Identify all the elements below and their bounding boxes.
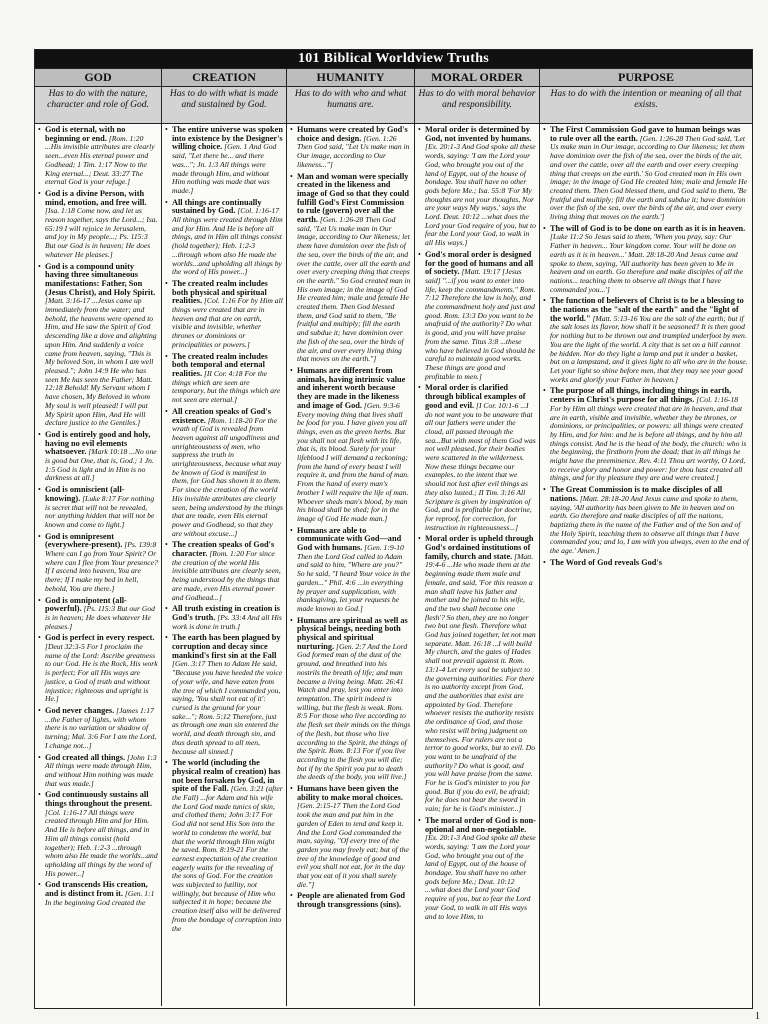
- scripture-reference: [Matt. 3:16-17 ...Jesus came up immediately from the water; and behold, the heavens were opened to Him, and He saw the Spirit of God descending like a dove and alighting upon Him. And suddenly a voice came from heaven, saying, "This is My beloved Son, in whom I am well pleased."; John 14:9 He who has seen Me has seen the Father; Matt. 12:18 Behold! My Servant whom I have chosen, My Beloved in whom My soul is well pleased! I will put My Spirit upon Him, And He will declare justice to the Gentiles.]: [45, 296, 157, 428]
- worldview-table: [34, 49, 753, 1009]
- bullet-icon: •: [38, 125, 41, 134]
- scripture-reference: [Mark 10:18 ...No one is good but One, that is, God.; 1 Jn. 1:5 God is light and in Him is no darkness at all.]: [45, 447, 157, 483]
- bullet-icon: •: [290, 784, 293, 794]
- truth-entry: [290, 367, 411, 524]
- scripture-reference: [Gen. 1 And God said, "Let there be... and there was..."; Jn. 1:3 All things were made through Him, and without Him nothing was made that was made.]: [172, 142, 277, 195]
- truth-statement: God created all things.: [45, 752, 126, 762]
- bullet-icon: •: [543, 125, 546, 134]
- truth-statement: Humans are able to communicate with God—and God with humans.: [297, 525, 402, 553]
- truth-statement: God never changes.: [45, 706, 115, 715]
- truth-entry: [38, 126, 158, 187]
- scripture-reference: [Luke 8:17 For nothing is secret that will not be revealed, nor anything hidden that will not be known and come to light.]: [45, 493, 155, 529]
- truth-entry: [290, 785, 411, 889]
- truth-statement: God is omniscient (all-knowing).: [45, 485, 125, 503]
- truth-entry: [418, 817, 536, 921]
- scripture-reference: [Luke 11:2 So Jesus said to them, 'When you pray, say: Our Father in heaven... Your kingdom come. Your will be done on earth as it is in heaven...' Matt. 28:18-20 And Jesus came and spoke to them, saying, 'All authority has been given to Me in heaven and on earth. Go therefore and make disciples of all the nations... teaching them to observe all things that I have commanded you...']: [550, 232, 744, 294]
- scripture-reference: [II Cor. 4:18 For the things which are seen are temporary, but the things which are not seen are eternal.]: [172, 368, 281, 405]
- bullet-icon: •: [290, 615, 293, 625]
- column-bodies: [35, 124, 752, 1006]
- truth-statement: Moral order is determined by God, not invented by humans.: [425, 125, 532, 143]
- bullet-icon: •: [38, 595, 41, 605]
- truth-entry: [418, 126, 536, 248]
- truth-statement: The created realm includes both physical and spiritual realities.: [172, 278, 268, 306]
- column-moral-order: [415, 124, 540, 1006]
- truth-entry: [165, 541, 283, 602]
- bullet-icon: •: [418, 815, 421, 825]
- truth-statement: The world (including the physical realm of creation) has not been forsaken by God, in spite of the Fall.: [172, 758, 281, 794]
- scripture-reference: [Rom. 1:18-20 For the wrath of God is revealed from heaven against all ungodliness and unrighteousness of men, who suppress the truth in unrighteousness, because what may be known of God is manifest in them, for God has shown it to them. For since the creation of the world His invisible attributes are clearly seen, being understood by the things that are made, even His eternal power and Godhead, so that they are without excuse...]: [172, 415, 283, 538]
- truth-statement: The entire universe was spoken into existence by the Designer's willing choice.: [172, 125, 283, 152]
- scripture-reference: [Isa. 1:18 Come now, and let us reason together, says the Lord...; Isa. 65:19 I will rejoice in Jerusalem, and joy in My people...; Ps. 115:3 But our God is in heaven; He does whatever He pleases.]: [45, 206, 158, 259]
- truth-entry: [38, 754, 158, 789]
- bullet-icon: •: [290, 171, 293, 181]
- truth-statement: God is a compound unity having three simultaneous manifestations: Father, Son (Jesus Christ), and Holy Spirit.: [45, 261, 156, 297]
- truth-statement: The Great Commission is to make disciples of all nations.: [550, 485, 723, 503]
- bullet-icon: •: [165, 758, 168, 768]
- truth-statement: Man and woman were specially created in the likeness and image of God so that they could fulfill God's First Commission to rule (govern) over all the earth.: [297, 171, 410, 225]
- truth-statement: Moral order is clarified through biblical examples of good and evil.: [425, 383, 526, 410]
- column-descriptions: [35, 87, 752, 124]
- truth-entry: [543, 225, 749, 295]
- scripture-reference: [Gen. 1:1 In the beginning God created the: [45, 889, 155, 907]
- truth-entry: [418, 384, 536, 532]
- bullet-icon: •: [543, 485, 546, 495]
- scripture-reference: [Gen. 1:9-10 Then the Lord God called to Adam and said to him, "Where are you?" So he said, "I heard Your voice in the garden..." Phil. 4:6 ...in everything by prayer and supplication, with thanksgiving, let your requests be made known to God.]: [297, 543, 410, 613]
- scripture-reference: [John 1:3 All things were made through Him, and without Him nothing was made that was made.]: [45, 752, 157, 788]
- truth-statement: The moral order of God is non-optional and non-negotiable.: [425, 815, 536, 834]
- truth-entry: [418, 535, 536, 814]
- truth-entry: [543, 559, 749, 568]
- scripture-reference: [Ps. 115:3 But our God is in heaven; He does whatever He pleases.]: [45, 604, 155, 631]
- bullet-icon: •: [38, 706, 41, 715]
- column-creation: [162, 124, 287, 1006]
- scripture-reference: [Gen. 3:17 Then to Adam He said, "Because you have heeded the voice of your wife, and have eaten from the tree of which I commanded you, saying, 'You shall not eat of it': cursed is the ground for your sake..."; Rom. 5:12 Therefore, just as through one man sin entered the world, and death through sin, and thus death spread to all men, because all sinned.]: [172, 659, 283, 756]
- bullet-icon: •: [290, 125, 293, 134]
- truth-statement: God is omnipresent (everywhere-present).: [45, 531, 123, 550]
- bullet-icon: •: [165, 540, 168, 550]
- column-god: [35, 124, 162, 1006]
- bullet-icon: •: [165, 278, 168, 288]
- truth-statement: Humans have been given the ability to make moral choices.: [297, 784, 403, 802]
- scripture-reference: [Col. 1:16 For by Him all things were created that are in heaven and that are on earth, visible and invisible, whether thrones or dominions or principalities or powers.]: [172, 296, 283, 349]
- scripture-reference: [Col. 1:16-18 For by Him all things were created that are in heaven, and that are in earth, visible and invisible, whether they be thrones, or dominions, or principalities, or powers: all things were created by Him, and for him: and he is before all things, and by him all things consist. And he is the head of the body, the church: who is the beginning, the firstborn from the dead; that in all things he might have the preeminence. Rev. 4:11 Thou art worthy, O Lord, to receive glory and honor and power: for thou hast created all things, and for thy pleasure they are and were created.]: [550, 395, 747, 483]
- description-humanity: Has to do with who and what humans are.: [287, 87, 415, 123]
- scripture-reference: [Gen. 1:26-28 Then God said, 'Let Us make man in Our image, according to Our likeness; let them have dominion over the fish of the sea, over the birds of the air, and over the cattle, over all the earth and over every creeping thing that creeps on the earth.' So God created man in His own image; in the image of God He created him; male and female He created them. Then God blessed them, and God said to them, 'Be fruitful and multiply; fill the earth and subdue it; have dominion over the fish of the sea, over the birds of the air, and over every living thing that moves on the earth.']: [550, 133, 748, 222]
- bullet-icon: •: [165, 604, 168, 614]
- scripture-reference: [Ex. 20:1-3 And God spoke all these words, saying: 'I am the Lord your God, who brought you out of the land of Egypt, out of the house of bondage. You shall have no other gods before Me.; Isa. 55:8 'For My thoughts are not your thoughts, Nor are your ways My ways,' says the Lord. Deut. 10:12 ...what does the Lord your God require of you, but to fear the Lord your God, to walk in all His ways.]: [425, 142, 536, 248]
- truth-entry: [543, 387, 749, 483]
- truth-entry: [165, 199, 283, 277]
- truth-entry: [38, 190, 158, 260]
- truth-statement: God is omnipotent (all-powerful).: [45, 595, 127, 614]
- scripture-reference: [Gen. 1:26 Then God said, "Let Us make man in Our image, according to Our likeness..."]: [297, 133, 410, 169]
- truth-entry: [165, 126, 283, 196]
- scripture-reference: [Deut 32:3-5 For I proclaim the name of the Lord: Ascribe greatness to our God. He is the Rock, His work is perfect; For all His ways are justice, a God of truth and without injustice; righteous and upright is He.]: [45, 642, 158, 704]
- truth-statement: God is eternal, with no beginning or end.: [45, 125, 126, 143]
- truth-statement: God is a divine Person, with mind, emotion, and free will.: [45, 188, 147, 207]
- truth-statement: The purpose of all things, including things in earth, centers in Christ's purpose for all things.: [550, 386, 732, 405]
- heading-creation: CREATION: [162, 69, 287, 86]
- truth-statement: God transcends His creation, and is distinct from it.: [45, 880, 148, 899]
- bullet-icon: •: [290, 891, 293, 901]
- scripture-reference: [James 1:17 ...the Father of lights, with whom there is no variation or shadow of turning; Mal. 3:6 For I am the Lord, I change not...]: [45, 706, 157, 750]
- scripture-reference: [Col. 1:16-17 All things were created through Him and for Him. And He is before all things, and in Him all things consist (hold together); Heb. 1:2-3 ...through whom also He made the worlds...and upholding all things by the word of His power...]: [172, 206, 283, 277]
- truth-entry: [38, 634, 158, 704]
- scripture-reference: [Gen. 2:15-17 Then the Lord God took the man and put him in the garden of Eden to tend and keep it. And the Lord God commanded the man, saying, "Of every tree of the garden you may freely eat; but of the tree of the knowledge of good and evil you shall not eat, for in the day that you eat of it you shall surely die."]: [297, 801, 409, 889]
- truth-entry: [38, 486, 158, 530]
- truth-entry: [418, 251, 536, 382]
- heading-humanity: HUMANITY: [287, 69, 415, 86]
- truth-entry: [165, 759, 283, 933]
- truth-statement: Humans were created by God's choice and design.: [297, 125, 408, 143]
- heading-moral-order: MORAL ORDER: [415, 69, 540, 86]
- scripture-reference: [Ex. 20:1-3 And God spoke all these words, saying: 'I am the Lord your God, who brought you out of the land of Egypt, out of the house of bondage. You shall have no other gods before Me.; Deut. 10:12 ...what does the Lord your God require of you, but to fear the Lord your God, to walk in all His ways and to love Him, to: [425, 833, 536, 921]
- truth-statement: God is perfect in every respect.: [45, 633, 155, 643]
- truth-entry: [290, 892, 411, 909]
- column-purpose: [540, 124, 752, 1006]
- bullet-icon: •: [165, 633, 168, 643]
- truth-entry: [290, 173, 411, 364]
- truth-entry: [38, 263, 158, 428]
- bullet-icon: •: [38, 485, 41, 495]
- scripture-reference: [I Cor. 10:1-6 ...I do not want you to be unaware that all our fathers were under the cloud, all passed through the sea...But with most of them God was not well pleased, for their bodies were scattered in the wilderness. Now these things became our examples, to the intent that we should not lust after evil things as they also lusted.; II Tim. 3:16 All Scripture is given by inspiration of God, and is profitable for doctrine, for reproof, for correction, for instruction in righteousness...]: [425, 400, 536, 532]
- truth-statement: Humans are spiritual as well as physical beings, needing both physical and spiritual nurturing.: [297, 615, 408, 651]
- scripture-reference: [Ps. 33:4 And all His work is done in truth.]: [172, 612, 282, 631]
- truth-statement: The will of God is to be done on earth as it is in heaven.: [550, 223, 746, 233]
- scripture-reference: [Matt. 28:18-20 And Jesus came and spoke to them, saying, 'All authority has been given to Me in heaven and on earth. Go therefore and make disciples of all the nations, baptizing them in the name of the Father and of the Son and of the Holy Spirit, teaching them to observe all things that I have commanded you; and lo, I am with you always, even to the end of the age.' Amen.]: [550, 493, 749, 556]
- truth-statement: The First Commission God gave to human beings was to rule over all the earth.: [550, 125, 741, 143]
- truth-entry: [38, 707, 158, 751]
- bullet-icon: •: [290, 525, 293, 535]
- description-creation: Has to do with what is made and sustained by God.: [162, 87, 287, 123]
- truth-entry: [543, 126, 749, 222]
- bullet-icon: •: [38, 880, 41, 890]
- truth-statement: The earth has been plagued by corruption and decay since mankind's first sin at the Fall: [172, 633, 281, 660]
- truth-statement: God is entirely good and holy, having no evil elements whatsoever.: [45, 429, 151, 457]
- truth-entry: [38, 431, 158, 483]
- bullet-icon: •: [38, 188, 41, 198]
- truth-entry: [543, 486, 749, 556]
- bullet-icon: •: [543, 386, 546, 396]
- truth-statement: The function of believers of Christ is to be a blessing to the nations as the "salt of the earth" and the "light of the world.": [550, 296, 744, 323]
- bullet-icon: •: [38, 261, 41, 271]
- bullet-icon: •: [290, 365, 293, 375]
- bullet-icon: •: [38, 531, 41, 541]
- truth-entry: [165, 280, 283, 350]
- truth-statement: The created realm includes both temporal and eternal realities.: [172, 351, 268, 378]
- truth-statement: God's moral order is designed for the good of humans and all of society.: [425, 249, 534, 277]
- truth-entry: [543, 297, 749, 384]
- scripture-reference: [Gen. 3:21 (after the Fall) ...for Adam and his wife the Lord God made tunics of skin, and clothed them; John 3:17 For God did not send His Son into the world to condemn the world, but that the world through Him might be saved. Rom. 8:19-21 For the earnest expectation of the creation eagerly waits for the revealing of the sons of God. For the creation was subjected to futility, not willingly, but because of Him who subjected it in hope; because the creation itself also will be delivered from the bondage of corruption into the: [172, 784, 283, 933]
- truth-entry: [38, 533, 158, 594]
- bullet-icon: •: [38, 429, 41, 439]
- truth-statement: People are alienated from God through transgressions (sins).: [297, 891, 405, 910]
- heading-purpose: PURPOSE: [617, 70, 674, 84]
- column-humanity: [287, 124, 415, 1006]
- bullet-icon: •: [165, 406, 168, 416]
- bullet-icon: •: [418, 383, 421, 393]
- bullet-icon: •: [38, 633, 41, 643]
- truth-statement: All creation speaks of God's existence.: [172, 406, 271, 425]
- truth-statement: Moral order is upheld through God's ordained institutions of family, church and state.: [425, 534, 534, 561]
- scripture-reference: [Col. 1:16-17 All things were created through Him and for Him. And He is before all things, and in Him all things consist (hold together); Heb. 1:2-3 ...through whom also He made the worlds...and upholding all things by the word of His power...]: [45, 807, 158, 878]
- truth-entry: [165, 408, 283, 539]
- truth-entry: [165, 634, 283, 756]
- scripture-reference: [Rom. 1:20 ...His invisible attributes are clearly seen...even His eternal power and Godhead; 1 Tim. 1:17 Now to the King eternal...; Deut. 33:27 The eternal God is your refuge.]: [45, 133, 155, 187]
- scripture-reference: [Ps. 139:8 Where can I go from Your Spirit? Or where can I flee from Your presence? If I ascend into heaven, You are there; If I make my bed in hell, behold, You are there.]: [45, 540, 158, 593]
- scripture-reference: [Matt. 5:13-16 You are the salt of the earth; but if the salt loses its flavor, how shall it be seasoned? It is then good for nothing but to be thrown out and trampled underfoot by men. You are the light of the world. A city that is set on a hill cannot be hidden. Nor do they light a lamp and put it under a basket, but on a lampstand, and it gives light to all who are in the house. Let your light so shine before men, that they may see your good works and glorify your Father in heaven.]: [550, 313, 748, 384]
- truth-entry: [165, 605, 283, 631]
- bullet-icon: •: [543, 223, 546, 233]
- truth-statement: Humans are different from animals, having intrinsic value and inherent worth because they are made in the likeness and image of God.: [297, 365, 406, 410]
- truth-entry: [165, 353, 283, 405]
- description-god: Has to do with the nature, character and role of God.: [35, 87, 162, 123]
- bullet-icon: •: [165, 125, 168, 134]
- bullet-icon: •: [418, 125, 421, 134]
- truth-statement: All things are continually sustained by God.: [172, 197, 262, 216]
- bullet-icon: •: [543, 296, 546, 306]
- bullet-icon: •: [38, 790, 41, 800]
- truth-entry: [38, 597, 158, 632]
- page-number: 1: [755, 1011, 760, 1022]
- bullet-icon: •: [38, 752, 41, 762]
- truth-statement: God continuously sustains all things throughout the present.: [45, 790, 153, 809]
- truth-entry: [290, 527, 411, 614]
- description-purpose: Has to do with the intention or meaning of all that exists.: [550, 89, 742, 110]
- truth-entry: [290, 617, 411, 782]
- truth-statement: All truth existing in creation is God's truth.: [172, 604, 280, 622]
- scripture-reference: [Gen. 2:7 And the Lord God formed man of the dust of the ground, and breathed into his nostrils the breath of life; and man became a living being. Matt. 26:41 Watch and pray, lest you enter into temptation. The spirit indeed is willing, but the flesh is weak. Rom. 8:5 For those who live according to the flesh set their minds on the things of the flesh, but those who live according to the Spirit, the things of the Spirit. Rom. 8:13 For if you live according to the flesh you will die; but if by the Spirit you put to death the deeds of the body, you will live.]: [297, 641, 411, 782]
- scripture-reference: [Rom. 1:20 For since the creation of the world His invisible attributes are clearly seen, being understood by the things that are made, even His eternal power and Godhead...]: [172, 549, 281, 602]
- scripture-reference: [Gen. 9:3-6 Every moving thing that lives shall be food for you. I have given you all things, even as the green herbs. But you shall not eat flesh with its life, that is, its blood. Surely for your lifeblood I will demand a reckoning; from the hand of every beast I will require it, and from the hand of man. From the hand of every man's brother I will require the life of man. Whoever sheds man's blood, by man his blood shall be shed; for in the image of God He made man.]: [297, 400, 409, 523]
- scripture-reference: [Matt. 19:4-6 ...He who made them at the beginning made them male and female, and said, 'For this reason a man shall leave his father and mother and be joined to his wife, and the two shall become one flesh'? So then, they are no longer two but one flesh. Therefore what God has joined together, let not man separate. Matt. 16:18 ...I will build My church, and the gates of Hades shall not prevail against it. Rom. 13:1-4 Let every soul be subject to the governing authorities. For there is no authority except from God, and the authorities that exist are appointed by God. Therefore whoever resists the authority resists the ordinance of God, and those who resist will bring judgment on themselves. For rulers are not a terror to good works, but to evil. Do you want to be unafraid of the authority? Do what is good, and you will have praise from the same. For he is God's minister to you for good. But if you do evil, be afraid; for he does not bear the sword in vain; for he is God's minister...]: [425, 551, 536, 814]
- truth-statement: The Word of God reveals God's: [550, 557, 662, 567]
- scripture-reference: [Gen. 1:26-28 Then God said, "Let Us make man in Our image, according to Our likeness; let them have dominion over the fish of the sea, over the birds of the air, and over the cattle, over all the earth and over every creeping thing that creeps on the earth." So God created man in His own image; in the image of God He created him; male and female He created them. Then God blessed them, and God said to them, "Be fruitful and multiply; fill the earth and subdue it; have dominion over the fish of the sea, over the birds of the air, and over every living thing that moves on the earth."]: [297, 215, 411, 364]
- truth-entry: [38, 881, 158, 907]
- heading-god: GOD: [35, 69, 162, 86]
- description-moral-order: Has to do with moral behavior and responsibility.: [415, 87, 540, 123]
- scripture-reference: [Matt. 19:17 [Jesus said] "...if you want to enter into life, keep the commandments." Rom. 7:12 Therefore the law is holy, and the commandment holy and just and good. Rom. 13:3 Do you want to be unafraid of the authority? Do what is good, and you will have praise from the same. Titus 3:8 ...these who have believed in God should be careful to maintain good works. These things are good and profitable to men.]: [425, 267, 536, 381]
- bullet-icon: •: [543, 557, 546, 567]
- document-title: 101 Biblical Worldview Truths: [35, 50, 752, 68]
- bullet-icon: •: [165, 197, 168, 207]
- bullet-icon: •: [418, 534, 421, 544]
- bullet-icon: •: [418, 249, 421, 259]
- truth-entry: [290, 126, 411, 170]
- truth-statement: The creation speaks of God's character.: [172, 540, 275, 559]
- column-headings: [35, 68, 752, 87]
- bullet-icon: •: [165, 351, 168, 361]
- truth-entry: [38, 791, 158, 878]
